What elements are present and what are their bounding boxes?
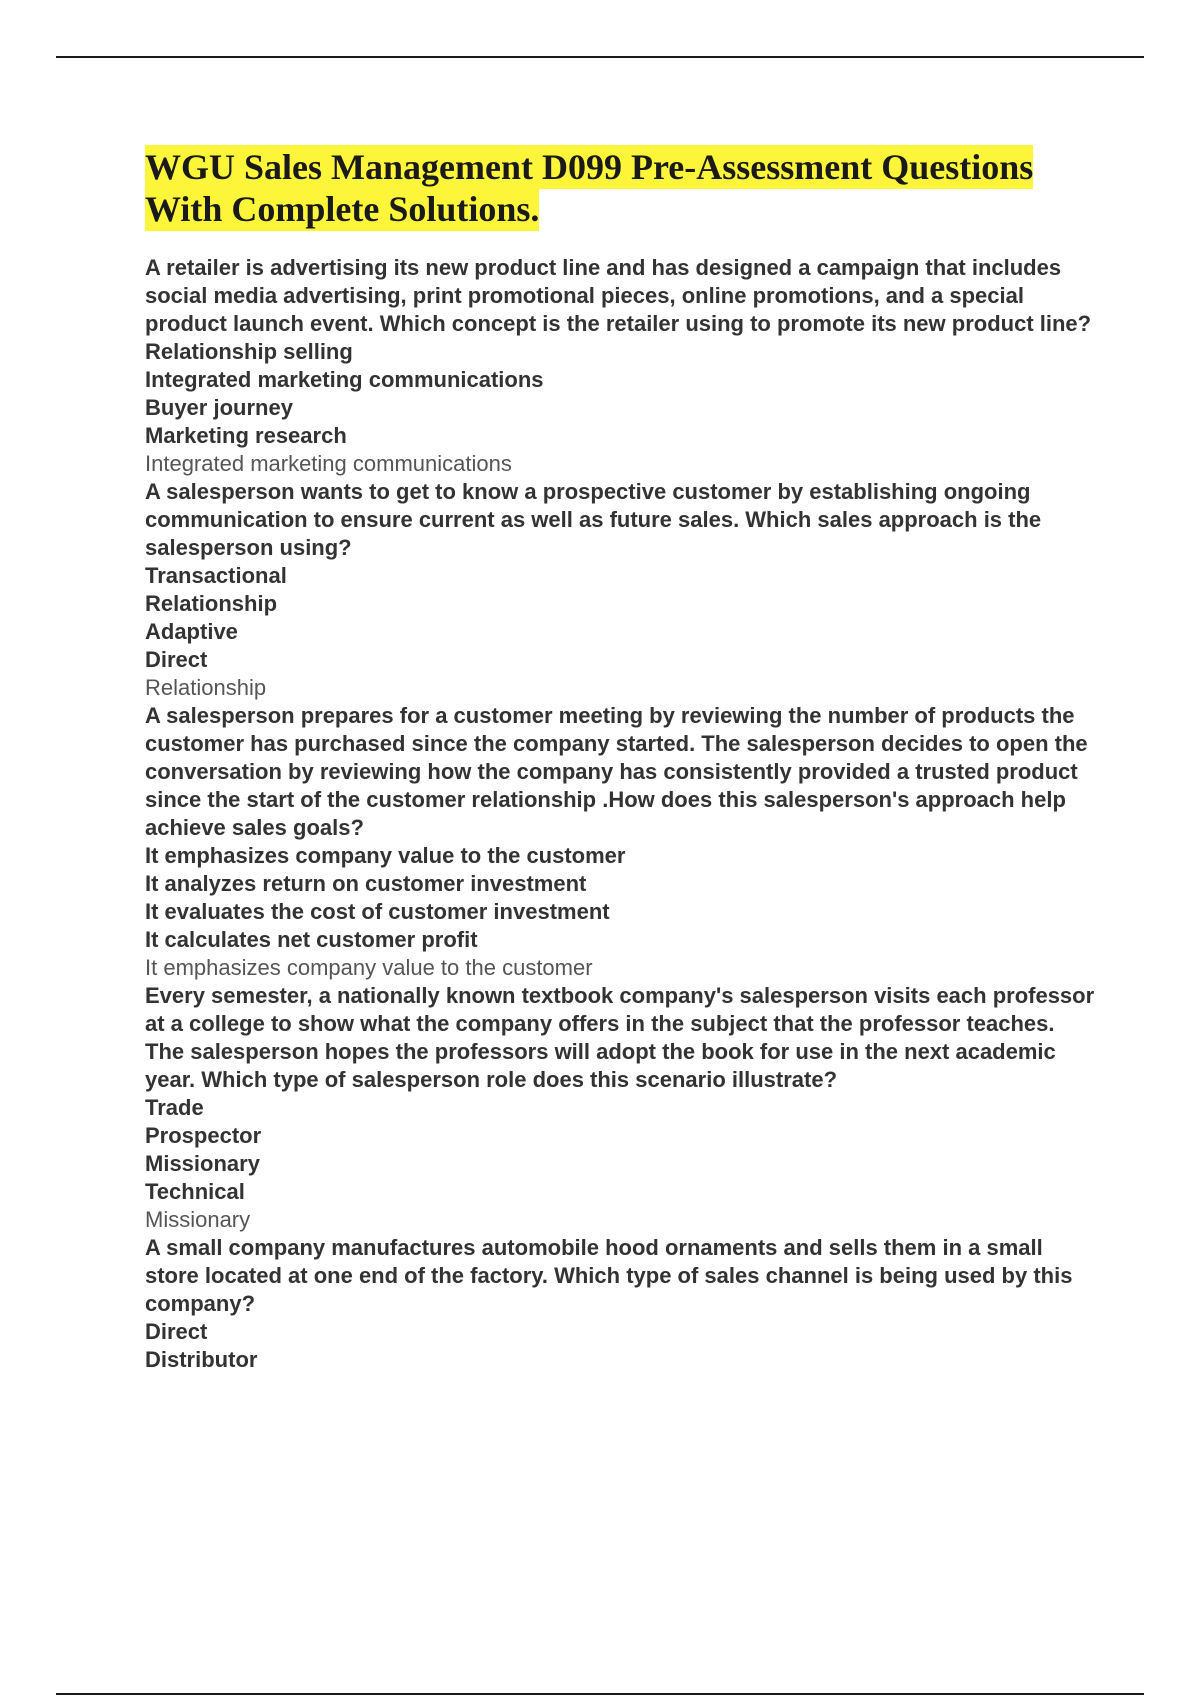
- top-rule: [56, 56, 1144, 58]
- answer-option: Adaptive: [145, 619, 238, 644]
- answer-option: It calculates net customer profit: [145, 927, 478, 952]
- question-text: A salesperson prepares for a customer meeting by reviewing the number of products the customer has purchased since the company started. The salesperson decides to open the conversation by reviewing how the company has consistently provided a trusted product since the start of the customer relationship .How does this salesperson's approach help achieve sales goals?: [145, 703, 1088, 840]
- correct-answer: Integrated marketing communications: [145, 451, 512, 476]
- answer-option: It emphasizes company value to the customer: [145, 843, 626, 868]
- answer-option: Marketing research: [145, 423, 347, 448]
- question-text: A small company manufactures automobile hood ornaments and sells them in a small store located at one end of the factory. Which type of sales channel is being used by this company?: [145, 1235, 1073, 1316]
- question-text: A retailer is advertising its new product line and has designed a campaign that includes social media advertising, print promotional pieces, online promotions, and a special product launch event. Which concept is the retailer using to promote its new product line?: [145, 255, 1092, 336]
- answer-option: Distributor: [145, 1347, 258, 1372]
- correct-answer: It emphasizes company value to the customer: [145, 955, 593, 980]
- answer-option: Direct: [145, 1319, 208, 1344]
- answer-option: Technical: [145, 1179, 245, 1204]
- answer-option: Transactional: [145, 563, 287, 588]
- answer-option: Integrated marketing communications: [145, 367, 544, 392]
- document-title: [145, 146, 1095, 230]
- question-block-5: [145, 1234, 1095, 1374]
- answer-option: Missionary: [145, 1151, 260, 1176]
- answer-option: Prospector: [145, 1123, 262, 1148]
- answer-option: It evaluates the cost of customer investment: [145, 899, 610, 924]
- document-title-text: WGU Sales Management D099 Pre-Assessment Questions With Complete Solutions.: [145, 147, 1034, 229]
- question-block-1: [145, 254, 1095, 478]
- answer-option: Relationship selling: [145, 339, 353, 364]
- question-block-3: [145, 702, 1095, 982]
- question-block-2: [145, 478, 1095, 702]
- question-text: A salesperson wants to get to know a prospective customer by establishing ongoing communication to ensure current as well as future sales. Which sales approach is the salesperson using?: [145, 479, 1042, 560]
- correct-answer: Relationship: [145, 675, 267, 700]
- question-block-4: [145, 982, 1095, 1234]
- answer-option: Direct: [145, 647, 208, 672]
- bottom-rule: [56, 1693, 1144, 1695]
- answer-option: Buyer journey: [145, 395, 293, 420]
- document-body: [145, 146, 1095, 1374]
- question-text: Every semester, a nationally known textbook company's salesperson visits each professor at a college to show what the company offers in the subject that the professor teaches. The salesperson hopes the professors will adopt the book for use in the next academic year. Which type of salesperson role does this scenario illustrate?: [145, 983, 1095, 1092]
- correct-answer: Missionary: [145, 1207, 251, 1232]
- answer-option: Relationship: [145, 591, 278, 616]
- answer-option: It analyzes return on customer investment: [145, 871, 587, 896]
- answer-option: Trade: [145, 1095, 204, 1120]
